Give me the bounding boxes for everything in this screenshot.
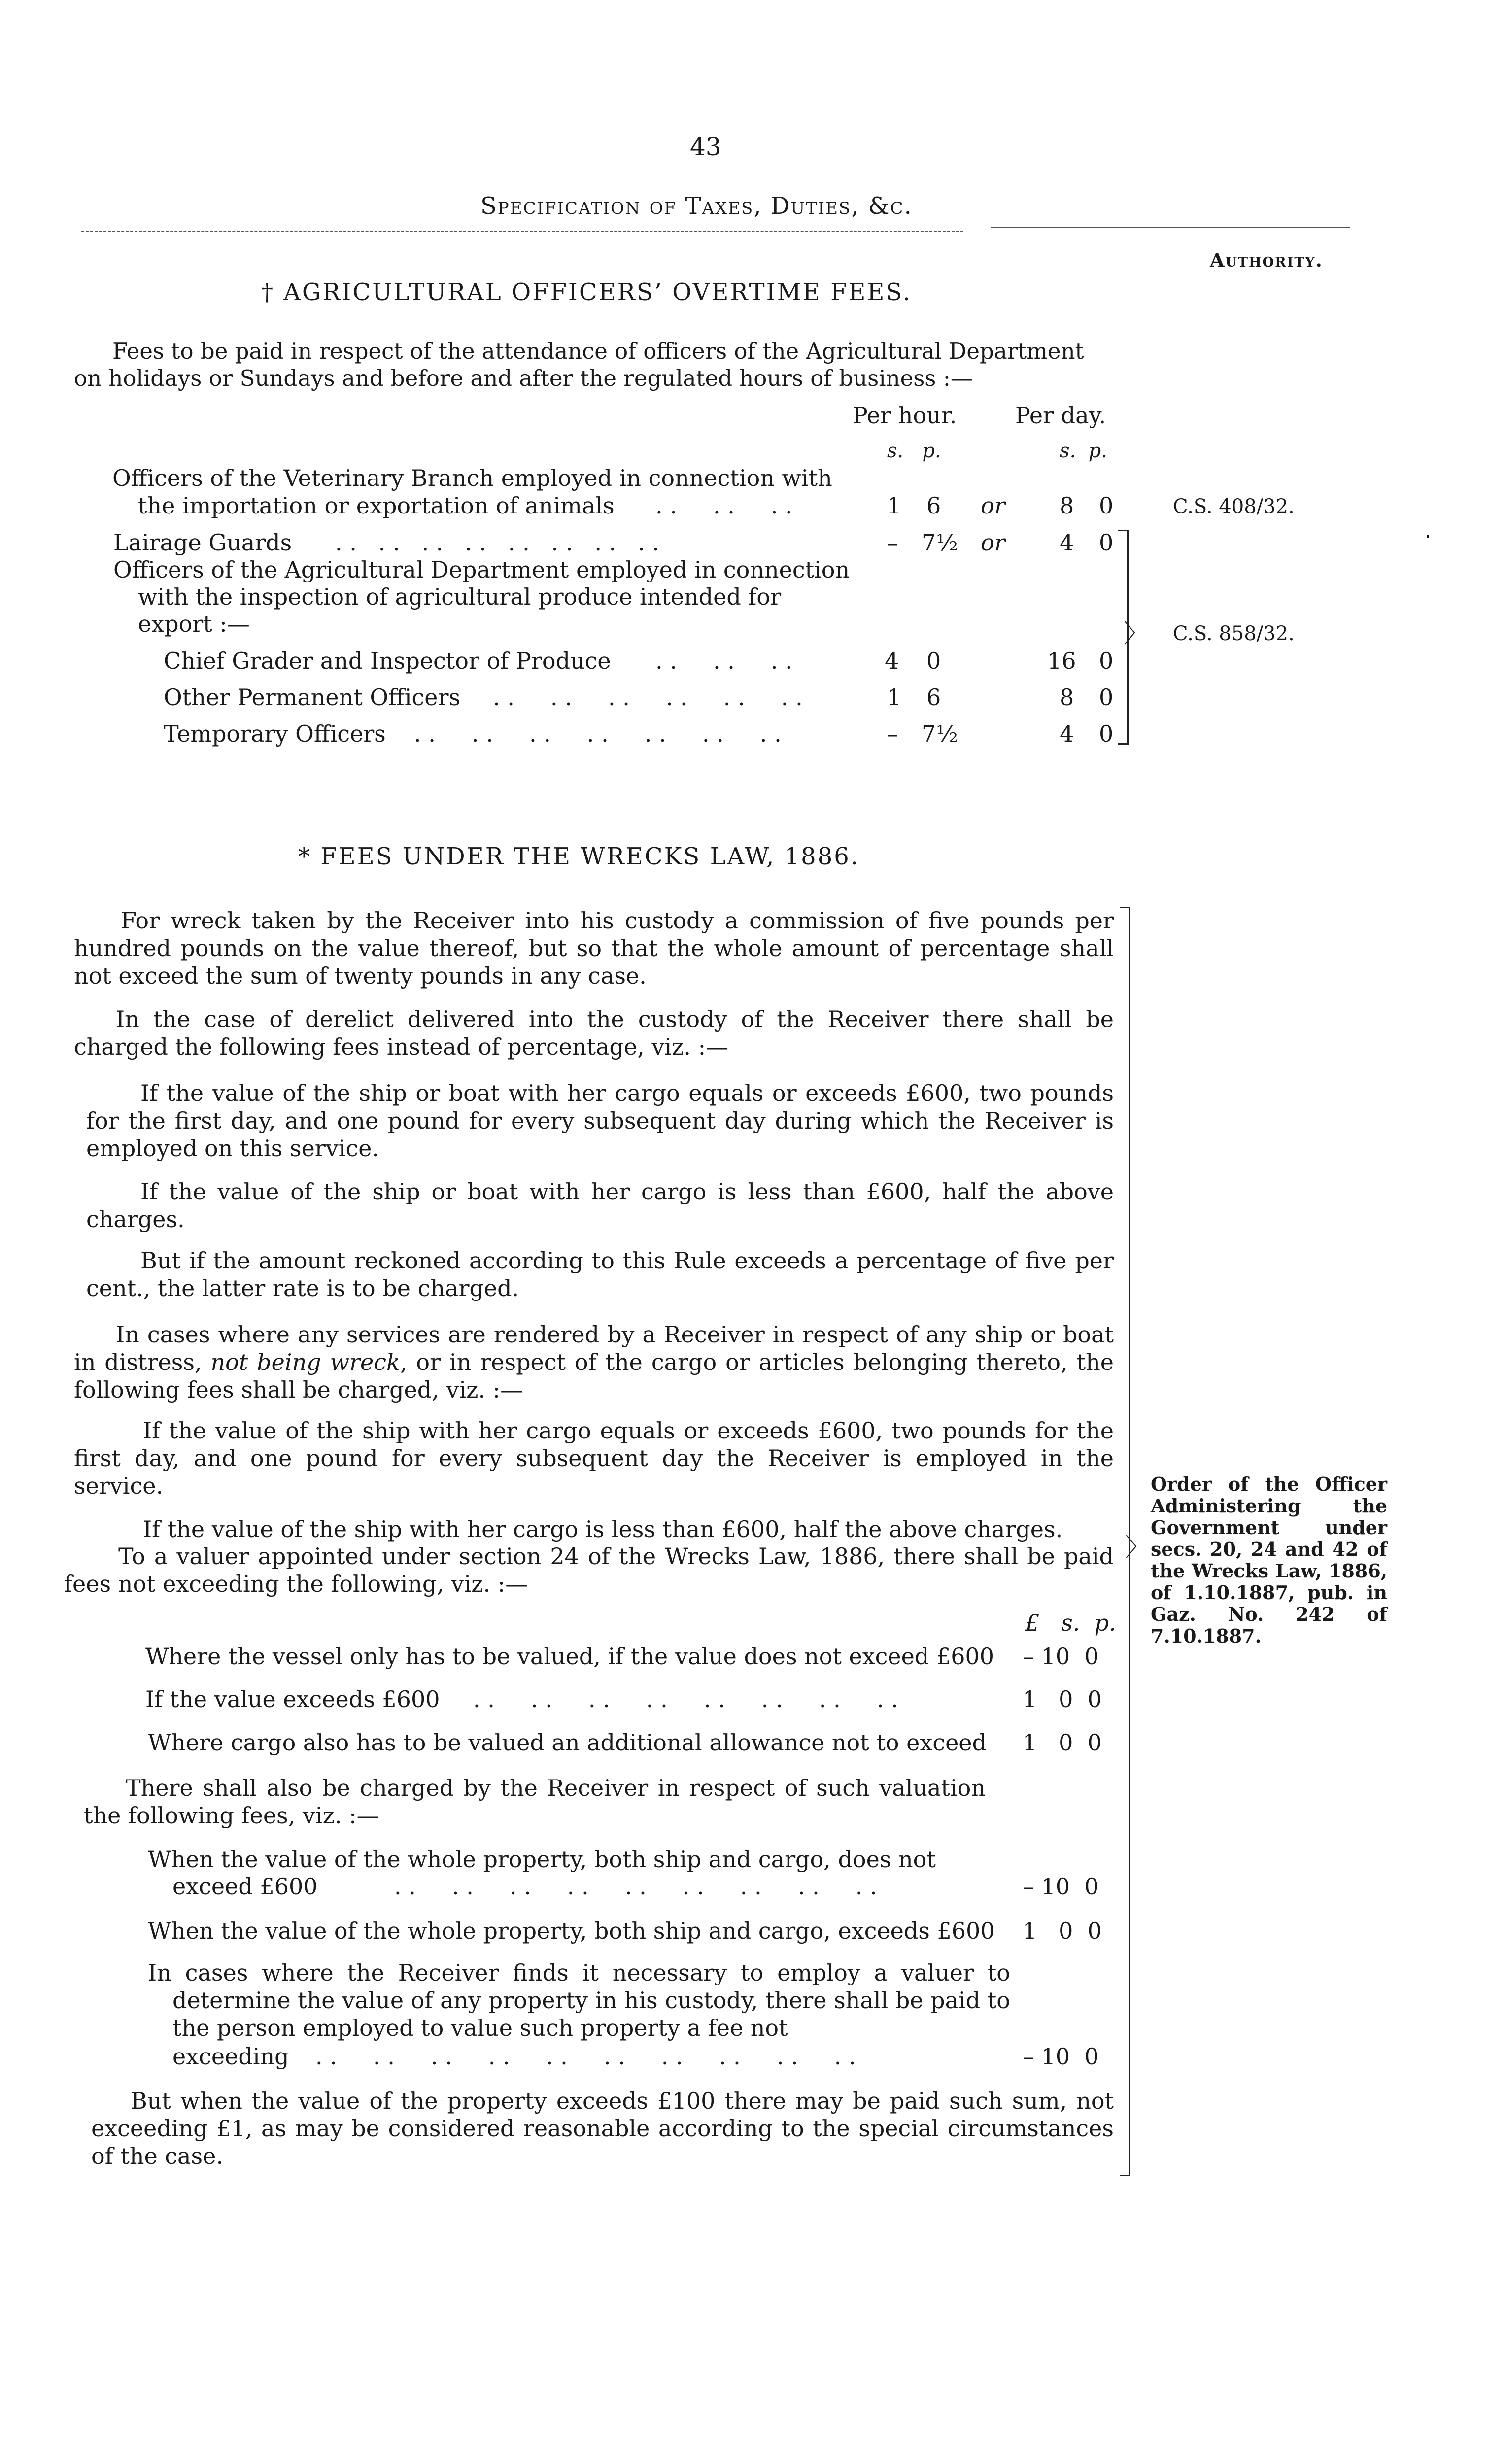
- leader-dots: . . . . . .: [655, 648, 792, 674]
- fee-row-label: export :—: [138, 611, 250, 637]
- hour-shillings: 1: [887, 684, 902, 711]
- running-title: Specification of Taxes, Duties, &c.: [480, 192, 913, 220]
- fee-row-label: the importation or exportation of animals: [138, 492, 615, 519]
- wrecks-para-9: To a valuer appointed under section 24 of the Wrecks Law, 1886, there shall be paid fees not exceeding the following, viz. :—: [64, 1543, 1114, 1597]
- col-per-day: Per day.: [1015, 402, 1106, 429]
- receiver-fee-amount: – 10 0: [1023, 2043, 1099, 2070]
- day-pence: 0: [1099, 684, 1114, 711]
- authority-cs-408: C.S. 408/32.: [1173, 495, 1295, 518]
- day-pence: 0: [1099, 492, 1114, 519]
- receiver-fee-label: exceeding: [172, 2043, 289, 2070]
- leader-dots: . . . . . .: [655, 492, 792, 519]
- leader-dots: . . . . . . . . . . . .: [493, 684, 803, 711]
- leader-dots: . . . . . . . . . . . . . . . . . .: [394, 1873, 877, 1900]
- wrecks-para-10: There shall also be charged by the Receiver in respect of such valuation the following fees, viz. :—: [84, 1775, 986, 1829]
- hour-pence: 7½: [922, 529, 958, 556]
- wrecks-para-7: If the value of the ship with her cargo equals or exceeds £600, two pounds for the first day, and one pound for every subsequent day the Receiver is employed in the service.: [74, 1417, 1114, 1499]
- wrecks-title: * FEES UNDER THE WRECKS LAW, 1886.: [298, 843, 860, 870]
- day-pence: 0: [1099, 529, 1114, 556]
- stray-mark: [1427, 535, 1429, 538]
- sub-day: s. p.: [1060, 440, 1107, 462]
- para-6-text-a: In cases where any services are rendered by a Receiver in respect of any ship or boat in distress,: [74, 1321, 1114, 1375]
- wrecks-para-11: But when the value of the property exceeds £100 there may be paid such sum, not exceeding £1, as may be considered reasonable according to the special circumstances of the case.: [91, 2088, 1114, 2169]
- col-per-hour: Per hour.: [853, 402, 957, 429]
- leader-dots: . . . . . . . . . . . . . .: [414, 720, 782, 747]
- receiver-fee-label: When the value of the whole property, both ship and cargo, does not: [148, 1846, 936, 1873]
- valuer-fee-amount: – 10 0: [1023, 1643, 1099, 1670]
- day-shillings: 16: [1047, 648, 1076, 674]
- day-shillings: 8: [1060, 684, 1074, 711]
- receiver-fee-label: exceed £600: [172, 1873, 318, 1900]
- fee-row-label: Other Permanent Officers: [164, 684, 461, 711]
- hour-pence: 7½: [922, 720, 958, 747]
- fee-row-label: Chief Grader and Inspector of Produce: [164, 648, 611, 674]
- wrecks-para-1: For wreck taken by the Receiver into his custody a commission of five pounds per hundred pounds on the value thereof, but so that the whole amount of percentage shall not exceed the sum of twenty pounds in any case.: [74, 907, 1114, 989]
- header-rule-right: [991, 227, 1350, 228]
- agricultural-intro-1: Fees to be paid in respect of the attendance of officers of the Agricultural Department: [112, 338, 1084, 364]
- receiver-fee-amount: – 10 0: [1023, 1873, 1099, 1900]
- wrecks-para-4: If the value of the ship or boat with her cargo is less than £600, half the above charges.: [86, 1178, 1114, 1232]
- para-6-emphasis: not being wreck: [210, 1349, 400, 1375]
- wrecks-para-6: [74, 1321, 1114, 1403]
- fee-row-label: Officers of the Veterinary Branch employed in connection with: [112, 465, 832, 491]
- valuer-fee-amount: 1 0 0: [1023, 1686, 1102, 1712]
- fee-row-label: Temporary Officers: [164, 720, 386, 747]
- bracket-point: 〉: [1125, 1533, 1150, 1562]
- or-word: or: [981, 529, 1005, 556]
- valuer-fee-amount: 1 0 0: [1023, 1729, 1102, 1756]
- hour-pence: 0: [926, 648, 941, 674]
- agricultural-intro-2: on holidays or Sundays and before and after the regulated hours of business :—: [74, 365, 973, 391]
- wrecks-para-3: If the value of the ship or boat with her cargo equals or exceeds £600, two pounds for the first day, and one pound for every subsequent day during which the Receiver is employed on this service.: [86, 1080, 1114, 1162]
- fee-row-label: with the inspection of agricultural produce intended for: [138, 583, 782, 610]
- hour-pence: 6: [926, 684, 941, 711]
- authority-label: Authority.: [1210, 249, 1323, 271]
- receiver-fee-label: When the value of the whole property, both ship and cargo, exceeds £600: [148, 1917, 995, 1944]
- leader-dots: . . . . . . . . . . . . . . . .: [473, 1686, 898, 1712]
- day-pence: 0: [1099, 648, 1114, 674]
- hour-pence: 6: [926, 492, 941, 519]
- or-word: or: [981, 492, 1005, 519]
- leader-dots: . . . . . . . . . . . . . . . . . . . .: [315, 2043, 856, 2070]
- receiver-fee-amount: 1 0 0: [1023, 1917, 1102, 1944]
- hour-shillings: –: [887, 529, 898, 556]
- page-number: 43: [690, 133, 721, 161]
- day-shillings: 4: [1060, 529, 1074, 556]
- valuer-fee-label: If the value exceeds £600: [145, 1686, 440, 1712]
- wrecks-para-2: In the case of derelict delivered into the custody of the Receiver there shall be charged the following fees instead of percentage, viz. :—: [74, 1006, 1114, 1060]
- day-shillings: 4: [1060, 720, 1074, 747]
- hour-shillings: 1: [887, 492, 902, 519]
- sub-hour: s. p.: [887, 440, 941, 462]
- valuer-fee-label: Where the vessel only has to be valued, if the value does not exceed £600: [145, 1643, 994, 1670]
- wrecks-para-5: But if the amount reckoned according to this Rule exceeds a percentage of five per cent., the latter rate is to be charged.: [86, 1247, 1114, 1301]
- hour-shillings: 4: [885, 648, 899, 674]
- receiver-fee-label: In cases where the Receiver finds it necessary to employ a valuer to determine the value of any property in his custody, there shall be paid to the person employed to value such property a fee not: [148, 1959, 1010, 2041]
- day-pence: 0: [1099, 720, 1114, 747]
- authority-cs-858: C.S. 858/32.: [1173, 622, 1295, 645]
- day-shillings: 8: [1060, 492, 1074, 519]
- fee-row-label: Officers of the Agricultural Department employed in connection: [113, 556, 850, 583]
- para-6-text-b: , or in respect of the cargo or articles belonging thereto, the following fees shall be charged, viz. :—: [74, 1349, 1114, 1403]
- money-header: £ s. p.: [1025, 1609, 1116, 1636]
- hour-shillings: –: [887, 720, 898, 747]
- leader-dots: . . . . . . . . . . . . . . . .: [335, 529, 659, 556]
- valuer-fee-label: Where cargo also has to be valued an additional allowance not to exceed: [148, 1729, 987, 1756]
- bracket-point: 〉: [1124, 619, 1148, 648]
- fee-row-label: Lairage Guards: [113, 529, 292, 556]
- header-rule-left: [81, 231, 963, 232]
- agricultural-title: † AGRICULTURAL OFFICERS’ OVERTIME FEES.: [261, 278, 912, 306]
- authority-wrecks-order: Order of the Officer Administering the Government under secs. 20, 24 and 42 of the Wrecks Law, 1886, of 1.10.1887, pub. in Gaz. No. 242 of 7.10.1887.: [1151, 1473, 1387, 1647]
- wrecks-para-8: If the value of the ship with her cargo is less than £600, half the above charges.: [143, 1516, 1063, 1542]
